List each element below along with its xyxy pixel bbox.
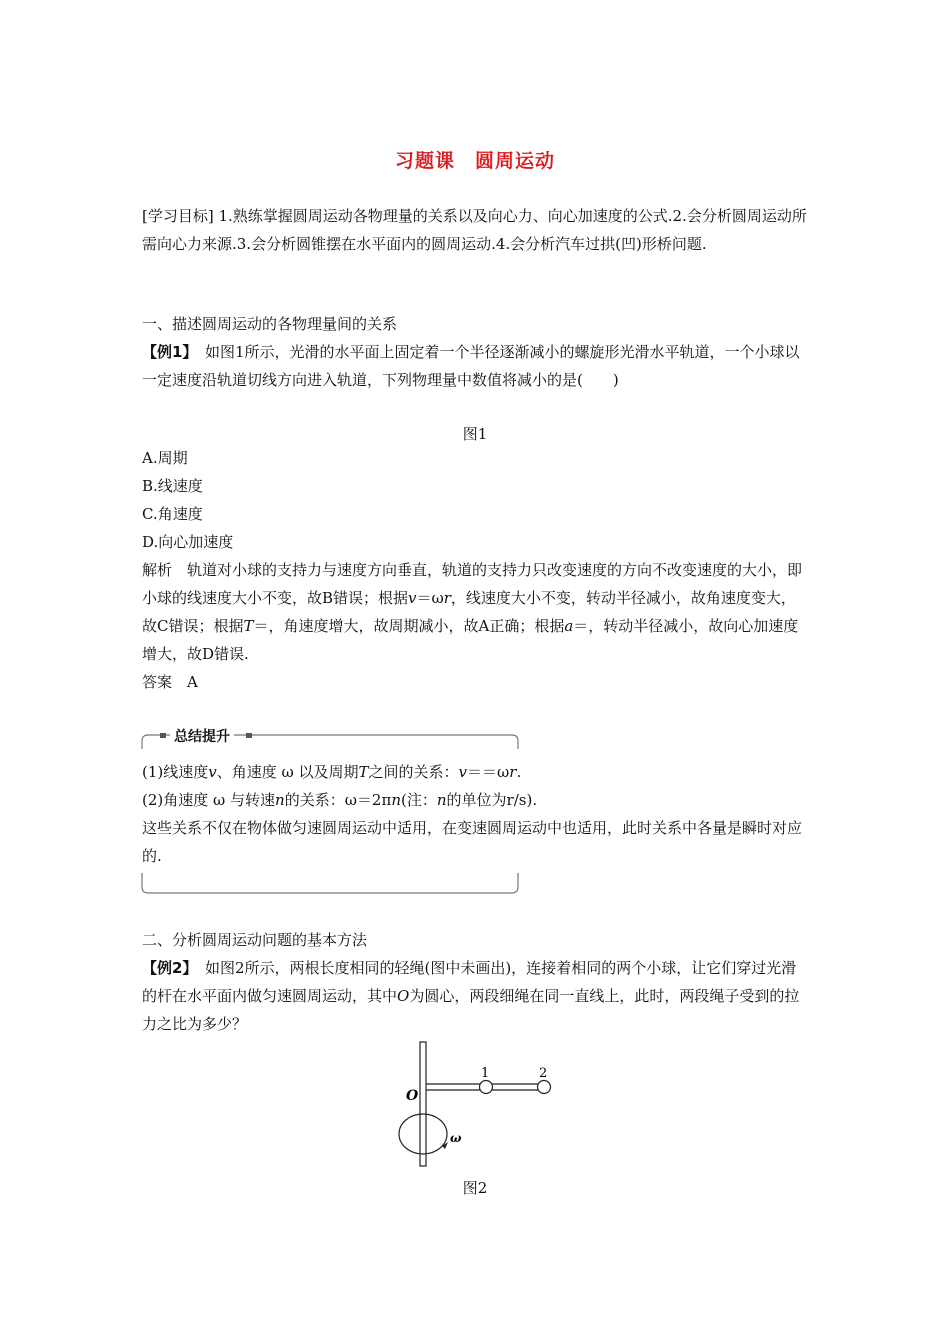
- option-d: D.向心加速度: [142, 533, 234, 551]
- summary-line3: 这些关系不仅在物体做匀速圆周运动中适用，在变速圆周运动中也适用，此时关系中各量是瞬时对应的.: [142, 819, 803, 865]
- summary-line2: (2)角速度 ω 与转速n的关系：ω＝2πn(注：n的单位为r/s).: [142, 791, 538, 809]
- ball-2: [538, 1081, 551, 1094]
- example1-answer: [142, 668, 810, 696]
- label-omega: ω: [450, 1131, 462, 1145]
- example2-tag: 【例2】: [142, 959, 190, 977]
- figure2-diagram: [390, 1038, 560, 1170]
- vertical-rod: [420, 1042, 426, 1166]
- option-b: B.线速度: [142, 477, 203, 495]
- summary-label: 总结提升: [170, 726, 234, 746]
- analysis-label: 解析: [142, 561, 173, 579]
- page-title: 习题课 圆周运动: [394, 150, 555, 172]
- figure2-caption: 图2: [462, 1179, 488, 1197]
- answer-value: A: [172, 673, 198, 691]
- example1-text: [142, 338, 810, 394]
- label-O: O: [406, 1088, 419, 1104]
- example1-body: 如图1所示，光滑的水平面上固定着一个半径逐渐减小的螺旋形光滑水平轨道，一个小球以一定速度沿轨道切线方向进入轨道，下列物理量中数值将减小的是( ): [142, 343, 800, 389]
- section1-heading: 一、描述圆周运动的各物理量间的关系: [142, 315, 398, 333]
- learning-objectives: [学习目标] 1.熟练掌握圆周运动各物理量的关系以及向心力、向心加速度的公式.2.会分析圆周运动所需向心力来源.3.会分析圆锥摆在水平面内的圆周运动.4.会分析汽车过拱(凹)形桥问题.: [142, 207, 807, 253]
- summary-line1: (1)线速度v、角速度 ω 以及周期T之间的关系：v＝＝ωr.: [142, 763, 522, 781]
- example1-tag: 【例1】: [142, 343, 190, 361]
- ball-1: [480, 1081, 493, 1094]
- example2-text: 【例2】 如图2所示，两根长度相同的轻绳(图中未画出)，连接着相同的两个小球，让它们穿过光滑的杆在水平面内做匀速圆周运动，其中O为圆心，两段细绳在同一直线上，此时，两段绳子受到的拉力之比为多少？: [142, 959, 800, 1033]
- option-a: A.周期: [142, 449, 188, 467]
- figure1-caption: 图1: [462, 425, 488, 443]
- example1-analysis: 解析 轨道对小球的支持力与速度方向垂直，轨道的支持力只改变速度的方向不改变速度的大小，即小球的线速度大小不变，故B错误；根据v＝ωr，线速度大小不变，转动半径减小，故角速度变大，故C错误；根据T＝，角速度增大，故周期减小，故A正确；根据a＝，转动半径减小，故向心加速度增大，故D错误.: [142, 561, 803, 663]
- label-ball-2: 2: [539, 1066, 548, 1081]
- option-c: C.角速度: [142, 505, 203, 523]
- label-ball-1: 1: [481, 1066, 490, 1081]
- answer-label: 答案: [142, 673, 173, 691]
- section2-heading: 二、分析圆周运动问题的基本方法: [142, 931, 368, 949]
